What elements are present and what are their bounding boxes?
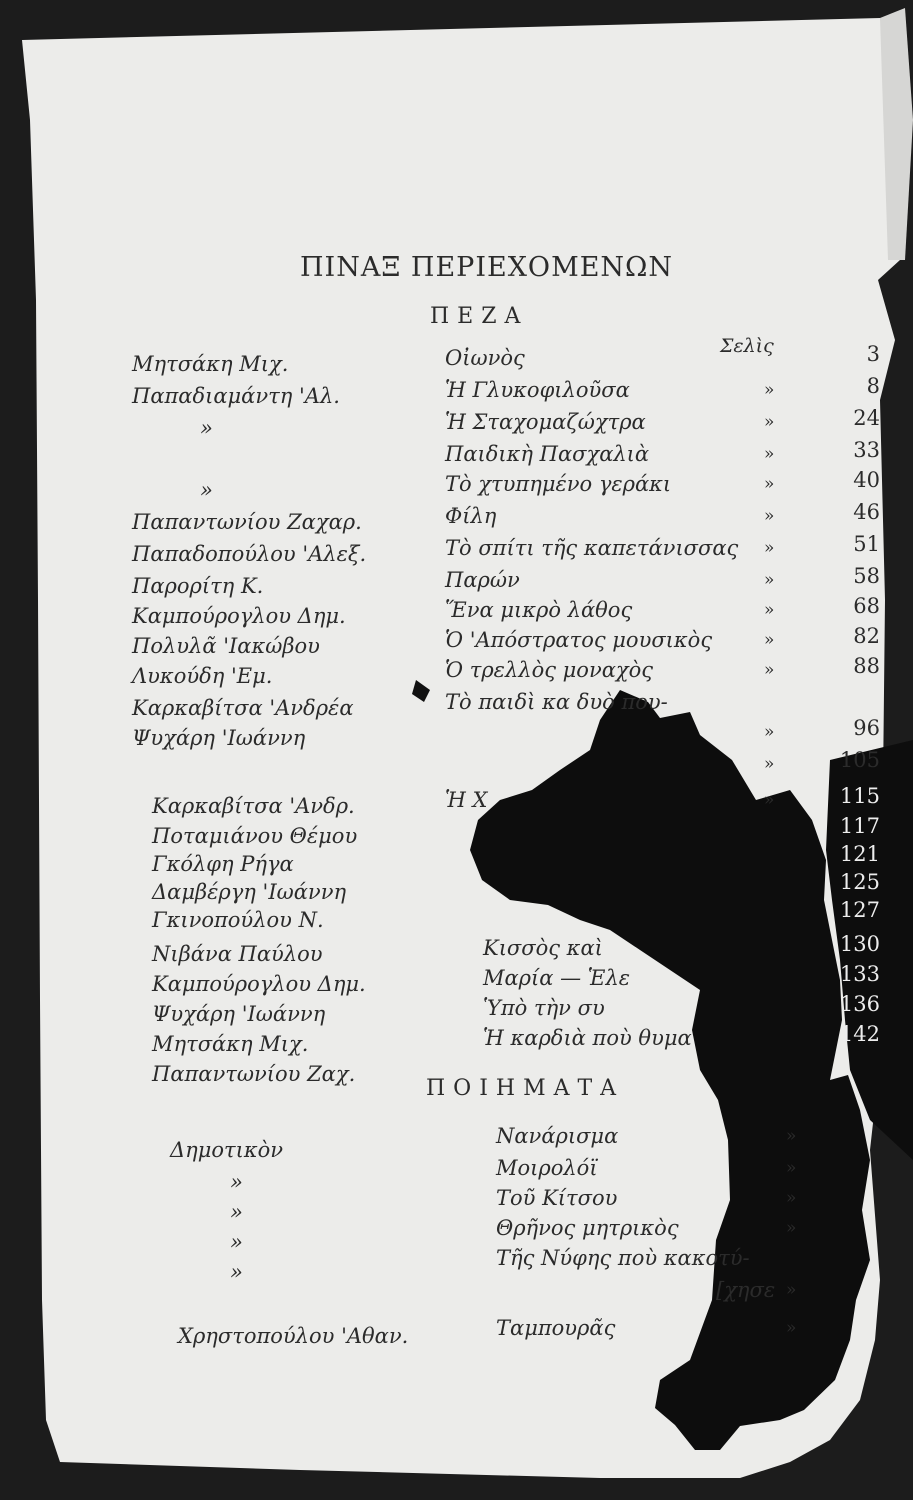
- toc-page: 40: [853, 468, 880, 492]
- toc-title: Κισσὸς καὶ: [483, 936, 603, 960]
- toc-author: Ποταμιάνου Θέμου: [152, 824, 358, 848]
- poem-mark: »: [786, 1218, 797, 1238]
- page-title: ΠΙΝΑΞ ΠΕΡΙΕΧΟΜΕΝΩΝ: [300, 252, 674, 283]
- toc-title: Ὑπὸ τὴν συ: [483, 996, 605, 1020]
- poem-title: [χησε: [716, 1278, 776, 1302]
- toc-page: 51: [853, 532, 880, 556]
- toc-mark: »: [764, 444, 775, 464]
- toc-page: 125: [839, 870, 880, 894]
- poem-author: »: [230, 1170, 243, 1194]
- toc-author: Παπαντωνίου Ζαχ.: [152, 1062, 356, 1086]
- toc-page: 46: [853, 500, 880, 524]
- toc-mark: »: [764, 412, 775, 432]
- toc-author: Μητσάκη Μιχ.: [152, 1032, 309, 1056]
- toc-mark: »: [764, 600, 775, 620]
- toc-page: 24: [853, 406, 880, 430]
- toc-author: Καρκαβίτσα 'Ανδρέα: [132, 696, 354, 720]
- toc-author: Ψυχάρη 'Ιωάννη: [152, 1002, 326, 1026]
- toc-author: Καρκαβίτσα 'Ανδρ.: [152, 794, 355, 818]
- toc-page: 58: [853, 564, 880, 588]
- toc-title: Ἡ Γλυκοφιλοῦσα: [445, 378, 630, 402]
- toc-author: »: [200, 478, 213, 502]
- toc-page: 88: [853, 654, 880, 678]
- poem-author: »: [230, 1230, 243, 1254]
- toc-mark: »: [764, 570, 775, 590]
- toc-author: Πολυλᾶ 'Ιακώβου: [132, 634, 320, 658]
- poem-author: »: [230, 1200, 243, 1224]
- toc-title: Παρών: [445, 568, 520, 592]
- poem-title: Ταμπουρᾶς: [496, 1316, 616, 1340]
- toc-page: 130: [839, 932, 880, 956]
- poem-mark: »: [786, 1188, 797, 1208]
- toc-title: Παιδικὴ Πασχαλιὰ: [445, 442, 650, 466]
- poem-title: Νανάρισμα: [496, 1124, 619, 1148]
- toc-author: Παρορίτη Κ.: [132, 574, 264, 598]
- poem-mark: »: [786, 1158, 797, 1178]
- poem-mark: »: [786, 1318, 797, 1338]
- toc-author: Νιβάνα Παύλου: [152, 942, 323, 966]
- toc-author: Καμπούρογλου Δημ.: [152, 972, 366, 996]
- toc-author: »: [200, 416, 213, 440]
- toc-title: Ἡ Σταχομαζώχτρα: [445, 410, 646, 434]
- poem-title: Μοιρολόϊ: [496, 1156, 598, 1180]
- toc-title: Μαρία — Ἑλε: [483, 966, 631, 990]
- poem-title: Τῆς Νύφης ποὺ κακοτύ-: [496, 1246, 750, 1270]
- toc-title: Οἰωνὸς: [445, 346, 525, 370]
- toc-mark: »: [764, 538, 775, 558]
- toc-title: Τὸ παιδὶ κα δυὸ που-: [445, 690, 668, 714]
- toc-author: Παπαδοπούλου 'Αλεξ.: [132, 542, 367, 566]
- page-column-header: Σελὶς: [720, 335, 774, 357]
- toc-title: Φίλη: [445, 504, 497, 528]
- toc-page: 133: [839, 962, 880, 986]
- toc-title: Ἡ Χ: [445, 788, 488, 812]
- toc-page: 3: [866, 342, 880, 366]
- toc-page: 33: [853, 438, 880, 462]
- toc-page: 96: [853, 716, 880, 740]
- toc-mark: »: [764, 630, 775, 650]
- toc-author: Ψυχάρη 'Ιωάννη: [132, 726, 306, 750]
- toc-page: 82: [853, 624, 880, 648]
- toc-page: 115: [839, 784, 880, 808]
- toc-page: 136: [839, 992, 880, 1016]
- toc-page: 105: [839, 748, 880, 772]
- toc-mark: »: [764, 474, 775, 494]
- toc-title: Ὁ τρελλὸς μοναχὸς: [445, 658, 654, 682]
- toc-author: Παπαδιαμάντη 'Αλ.: [132, 384, 340, 408]
- toc-mark: »: [764, 380, 775, 400]
- poem-author: »: [230, 1260, 243, 1284]
- toc-mark: »: [764, 790, 775, 810]
- toc-author: Γκινοπούλου Ν.: [152, 908, 324, 932]
- toc-author: Γκόλφη Ρήγα: [152, 852, 294, 876]
- toc-page: 8: [866, 374, 880, 398]
- poem-title: Τοῦ Κίτσου: [496, 1186, 618, 1210]
- toc-title: Τὸ χτυπημένο γεράκι: [445, 472, 672, 496]
- toc-mark: »: [764, 754, 775, 774]
- toc-author: Καμπούρογλου Δημ.: [132, 604, 346, 628]
- toc-mark: »: [764, 722, 775, 742]
- section-poems-heading: ΠΟΙΗΜΑΤΑ: [426, 1076, 625, 1101]
- section-prose-heading: ΠΕΖΑ: [430, 304, 529, 329]
- toc-author: Λυκούδη 'Εμ.: [132, 664, 273, 688]
- toc-title: Τὸ σπίτι τῆς καπετάνισσας: [445, 536, 739, 560]
- toc-page: 68: [853, 594, 880, 618]
- toc-page: 121: [839, 842, 880, 866]
- poem-title: Θρῆνος μητρικὸς: [496, 1216, 679, 1240]
- toc-author: Δαμβέργη 'Ιωάννη: [152, 880, 347, 904]
- toc-mark: »: [764, 660, 775, 680]
- toc-title: Ὁ 'Απόστρατος μουσικὸς: [445, 628, 713, 652]
- toc-author: Μητσάκη Μιχ.: [132, 352, 289, 376]
- toc-author: Παπαντωνίου Ζαχαρ.: [132, 510, 362, 534]
- toc-page: 142: [839, 1022, 880, 1046]
- poem-author: Χρηστοπούλου 'Αθαν.: [178, 1324, 409, 1348]
- poem-author: Δημοτικὸν: [170, 1138, 284, 1162]
- toc-mark: »: [764, 506, 775, 526]
- toc-page: 127: [839, 898, 880, 922]
- poem-mark: »: [786, 1280, 797, 1300]
- toc-title: Ἕνα μικρὸ λάθος: [445, 598, 633, 622]
- toc-page: 117: [839, 814, 880, 838]
- poem-mark: »: [786, 1126, 797, 1146]
- toc-title: Ἡ καρδιὰ ποὺ θυμα: [483, 1026, 692, 1050]
